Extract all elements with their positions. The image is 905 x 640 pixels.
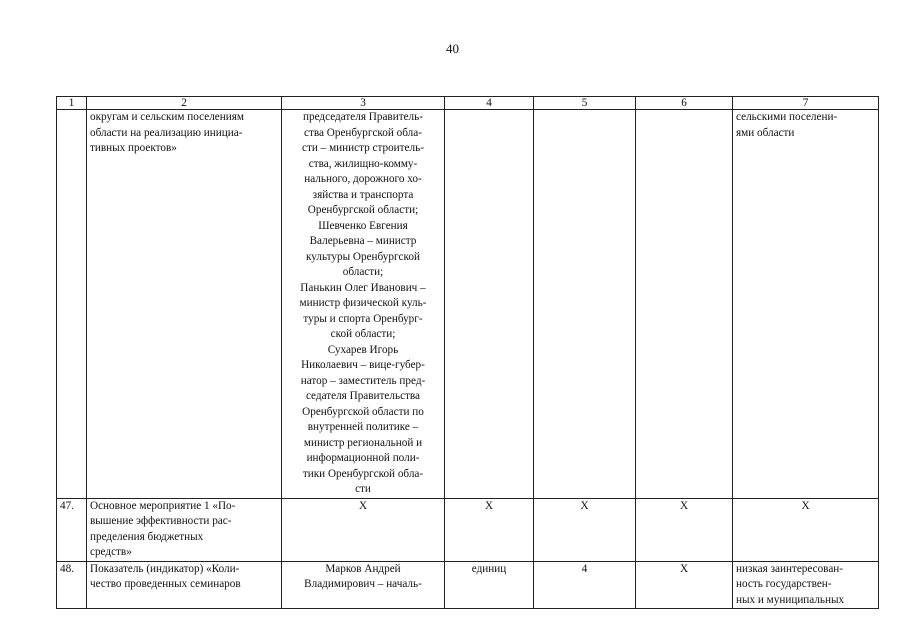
value-cell: X xyxy=(534,498,636,561)
column-6-cell xyxy=(636,110,733,499)
risk-cell: сельскими поселени- ями области xyxy=(733,110,879,499)
value-cell: 4 xyxy=(534,561,636,609)
header-cell-2: 2 xyxy=(87,97,282,110)
header-cell-3: 3 xyxy=(282,97,445,110)
responsible-cell: X xyxy=(282,498,445,561)
value-cell xyxy=(534,110,636,499)
column-6-cell: X xyxy=(636,498,733,561)
unit-cell: единиц xyxy=(445,561,534,609)
event-name-cell: Основное мероприятие 1 «По- вышение эффективности рас- пределения бюджетных средств» xyxy=(87,498,282,561)
row-number-cell: 47. xyxy=(57,498,87,561)
risk-cell: X xyxy=(733,498,879,561)
document-table xyxy=(56,96,879,609)
table-row xyxy=(57,561,879,609)
table-row xyxy=(57,110,879,499)
header-cell-4: 4 xyxy=(445,97,534,110)
header-cell-6: 6 xyxy=(636,97,733,110)
responsible-cell: председателя Правитель- ства Оренбургской обла- сти – министр строитель- ства, жилищно-комму- нального, дорожного хо- зяйства и транспорта Оренбургской области; Шевченко Евгения Валерьевна – министр культуры Оренбургской области; Панькин Олег Иванович – министр физической куль- туры и спорта Оренбург- ской области; Сухарев Игорь Николаевич – вице-губер- натор – заместитель пред- седателя Правительства Оренбургской области по внутренней политике – министр региональной и информационной поли- тики Оренбургской обла- сти xyxy=(282,110,445,499)
row-number-cell: 48. xyxy=(57,561,87,609)
table-header-row xyxy=(57,97,879,110)
responsible-cell: Марков Андрей Владимирович – началь- xyxy=(282,561,445,609)
header-cell-7: 7 xyxy=(733,97,879,110)
risk-cell: низкая заинтересован- ность государствен- ных и муниципальных xyxy=(733,561,879,609)
event-name-cell: округам и сельским поселениям области на реализацию инициа- тивных проектов» xyxy=(87,110,282,499)
page-number: 40 xyxy=(446,41,459,56)
unit-cell xyxy=(445,110,534,499)
column-6-cell: X xyxy=(636,561,733,609)
row-number-cell xyxy=(57,110,87,499)
header-cell-5: 5 xyxy=(534,97,636,110)
event-name-cell: Показатель (индикатор) «Коли- чество проведенных семинаров xyxy=(87,561,282,609)
header-cell-1: 1 xyxy=(57,97,87,110)
table-row xyxy=(57,498,879,561)
unit-cell: X xyxy=(445,498,534,561)
